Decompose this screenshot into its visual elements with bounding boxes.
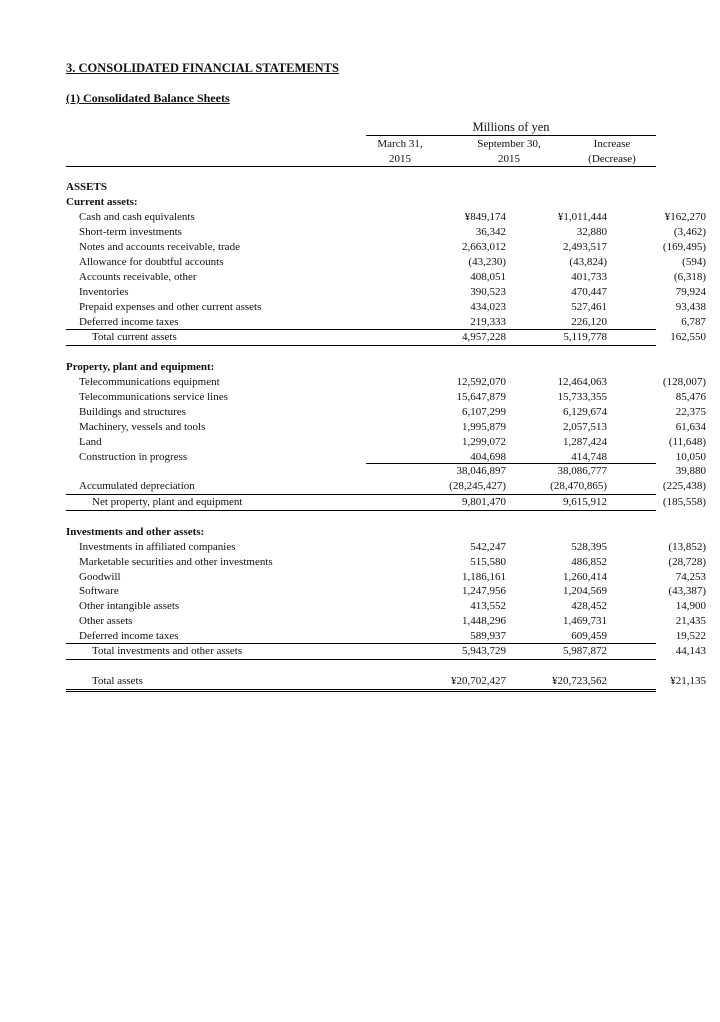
total-assets-row: [66, 674, 706, 689]
row-label: Software: [79, 585, 119, 597]
value-march: (43,230): [468, 256, 506, 268]
value-change: (43,387): [668, 585, 706, 597]
value-change: 93,438: [675, 301, 706, 313]
row-label: Deferred income taxes: [79, 630, 179, 642]
unit-label: Millions of yen: [472, 120, 550, 134]
value-september: 9,615,912: [563, 496, 607, 508]
total-current-assets-row: [66, 330, 706, 345]
value-change: (128,007): [662, 376, 706, 388]
row-label: ASSETS: [66, 181, 107, 193]
column-header-line2: 2015: [389, 153, 411, 165]
column-header-increase-decrease: [580, 137, 644, 167]
table-row: [66, 240, 706, 255]
row-label: Net property, plant and equipment: [92, 496, 243, 508]
row-label: Current assets:: [66, 196, 138, 208]
value-september: 5,987,872: [563, 645, 607, 657]
value-change: (6,318): [673, 271, 706, 283]
value-march: 1,299,072: [462, 436, 506, 448]
value-march: 404,698: [470, 451, 506, 463]
row-label: Notes and accounts receivable, trade: [79, 241, 240, 253]
value-september: 38,086,777: [557, 465, 607, 477]
total-rule: [66, 345, 656, 346]
value-september: 2,057,513: [563, 421, 607, 433]
table-row: [66, 390, 706, 405]
value-september: 2,493,517: [563, 241, 607, 253]
value-march: 6,107,299: [462, 406, 506, 418]
value-change: 162,550: [670, 331, 706, 343]
total-rule: [66, 510, 656, 511]
value-september: 428,452: [571, 600, 607, 612]
value-change: 19,522: [675, 630, 706, 642]
table-row: [66, 614, 706, 629]
row-label: Allowance for doubtful accounts: [79, 256, 224, 268]
row-label: Total assets: [92, 675, 143, 687]
subsection-title: (1) Consolidated Balance Sheets: [66, 91, 230, 105]
value-september: 470,447: [571, 286, 607, 298]
assets-heading: [66, 180, 656, 195]
column-header-line2: 2015: [498, 153, 520, 165]
table-row: [66, 315, 706, 330]
row-label: Short-term investments: [79, 226, 182, 238]
column-header-march-2015: [366, 137, 434, 167]
value-september: ¥1,011,444: [557, 211, 607, 223]
value-september: 1,204,569: [563, 585, 607, 597]
accumulated-depreciation-row: [66, 479, 706, 494]
row-label: Property, plant and equipment:: [66, 361, 215, 373]
value-march: 38,046,897: [456, 465, 506, 477]
row-label: Land: [79, 436, 102, 448]
value-march: 390,523: [470, 286, 506, 298]
value-change: (3,462): [673, 226, 706, 238]
value-march: 434,023: [470, 301, 506, 313]
value-march: 5,943,729: [462, 645, 506, 657]
row-label: Prepaid expenses and other current assets: [79, 301, 262, 313]
row-label: Accounts receivable, other: [79, 271, 197, 283]
header-rule: [66, 166, 656, 167]
table-row: [66, 225, 706, 240]
row-label: Deferred income taxes: [79, 316, 179, 328]
table-row: [66, 210, 706, 225]
table-row: [66, 629, 706, 644]
table-row: [66, 255, 706, 270]
value-march: (28,245,427): [449, 480, 506, 492]
value-change: 44,143: [675, 645, 706, 657]
ppe-subtotal-row: [66, 464, 706, 479]
row-label: Marketable securities and other investments: [79, 556, 273, 568]
table-row: [66, 540, 706, 555]
value-change: (185,558): [662, 496, 706, 508]
value-change: 21,435: [675, 615, 706, 627]
value-march: 12,592,070: [456, 376, 506, 388]
value-september: 528,395: [571, 541, 607, 553]
row-label: Telecommunications service lines: [79, 391, 228, 403]
value-change: 74,253: [675, 571, 706, 583]
row-label: Goodwill: [79, 571, 121, 583]
value-september: 32,880: [576, 226, 607, 238]
value-september: 15,733,355: [557, 391, 607, 403]
double-rule-bottom: [66, 691, 656, 692]
row-label: Accumulated depreciation: [79, 480, 195, 492]
value-march: 1,186,161: [462, 571, 506, 583]
value-september: 1,260,414: [563, 571, 607, 583]
value-march: 36,342: [475, 226, 506, 238]
value-change: 39,880: [675, 465, 706, 477]
value-change: 22,375: [675, 406, 706, 418]
value-march: 1,247,956: [462, 585, 506, 597]
value-change: ¥21,135: [670, 675, 706, 687]
row-label: Other intangible assets: [79, 600, 180, 612]
row-label: Construction in progress: [79, 451, 188, 463]
table-row: [66, 270, 706, 285]
value-change: 61,634: [675, 421, 706, 433]
table-row: [66, 375, 706, 390]
value-september: ¥20,723,562: [552, 675, 607, 687]
column-header-line2: (Decrease): [588, 153, 636, 165]
table-row: [66, 555, 706, 570]
total-rule: [66, 659, 656, 660]
value-september: 527,461: [571, 301, 607, 313]
value-march: 413,552: [470, 600, 506, 612]
value-march: 542,247: [470, 541, 506, 553]
value-september: 414,748: [571, 451, 607, 463]
ppe-heading: [66, 360, 656, 375]
double-rule-top: [66, 689, 656, 690]
value-september: 486,852: [571, 556, 607, 568]
value-march: 9,801,470: [462, 496, 506, 508]
column-header-september-2015: [466, 137, 552, 167]
value-september: 5,119,778: [563, 331, 607, 343]
value-september: 6,129,674: [563, 406, 607, 418]
value-change: (169,495): [662, 241, 706, 253]
row-label: Other assets: [79, 615, 133, 627]
value-change: 6,787: [681, 316, 706, 328]
table-row: [66, 405, 706, 420]
section-title: 3. CONSOLIDATED FINANCIAL STATEMENTS: [66, 61, 339, 75]
row-label: Investments in affiliated companies: [79, 541, 236, 553]
column-header-line1: March 31,: [377, 138, 423, 150]
value-change: (11,648): [668, 436, 706, 448]
table-row: [66, 420, 706, 435]
table-row: [66, 300, 706, 315]
value-september: (43,824): [569, 256, 607, 268]
value-march: 4,957,228: [462, 331, 506, 343]
value-september: (28,470,865): [550, 480, 607, 492]
value-change: 85,476: [675, 391, 706, 403]
current-assets-heading: [66, 195, 656, 210]
value-march: 1,448,296: [462, 615, 506, 627]
net-ppe-row: [66, 495, 706, 510]
value-september: 1,469,731: [563, 615, 607, 627]
table-row: [66, 285, 706, 300]
table-row: [66, 599, 706, 614]
value-march: 408,051: [470, 271, 506, 283]
row-label: Total investments and other assets: [92, 645, 243, 657]
row-label: Investments and other assets:: [66, 526, 205, 538]
row-label: Inventories: [79, 286, 129, 298]
table-row: [66, 570, 706, 585]
column-header-line1: September 30,: [477, 138, 541, 150]
value-march: 589,937: [470, 630, 506, 642]
row-label: Telecommunications equipment: [79, 376, 220, 388]
value-change: (225,438): [662, 480, 706, 492]
value-september: 226,120: [571, 316, 607, 328]
row-label: Cash and cash equivalents: [79, 211, 195, 223]
unit-underline: [366, 135, 656, 136]
table-row: [66, 584, 706, 599]
value-change: 79,924: [675, 286, 706, 298]
investments-heading: [66, 525, 656, 540]
value-march: 219,333: [470, 316, 506, 328]
value-change: 14,900: [675, 600, 706, 612]
table-row: [66, 435, 706, 450]
value-september: 401,733: [571, 271, 607, 283]
value-september: 609,459: [571, 630, 607, 642]
value-march: ¥20,702,427: [451, 675, 506, 687]
value-march: 15,647,879: [456, 391, 506, 403]
column-header-line1: Increase: [593, 138, 631, 150]
value-march: ¥849,174: [464, 211, 506, 223]
value-change: 10,050: [675, 451, 706, 463]
row-label: Total current assets: [92, 331, 177, 343]
value-change: (13,852): [668, 541, 706, 553]
total-investments-row: [66, 644, 706, 659]
row-label: Buildings and structures: [79, 406, 186, 418]
value-september: 12,464,063: [557, 376, 607, 388]
value-september: 1,287,424: [563, 436, 607, 448]
value-change: (594): [682, 256, 706, 268]
value-change: (28,728): [668, 556, 706, 568]
value-march: 2,663,012: [462, 241, 506, 253]
value-change: ¥162,270: [664, 211, 706, 223]
value-march: 515,580: [470, 556, 506, 568]
row-label: Machinery, vessels and tools: [79, 421, 206, 433]
value-march: 1,995,879: [462, 421, 506, 433]
